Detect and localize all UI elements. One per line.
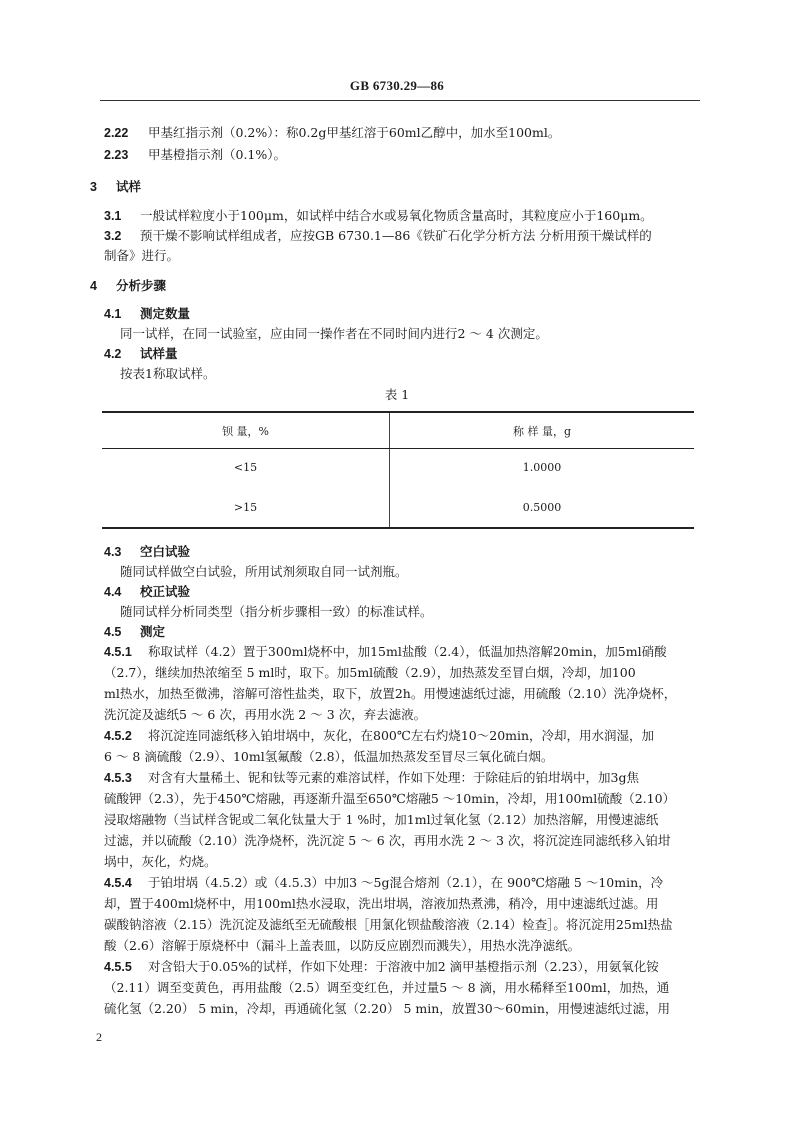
clause-4-5-5-line [104,958,659,976]
clause-title: 试样量 [140,346,178,361]
clause-3-2-cont: 制备》进行。 [104,248,180,263]
clause-number: 3.1 [104,209,122,223]
table-top-rule [102,411,694,413]
clause-4-3-heading [104,543,190,561]
clause-number: 4.5.1 [104,645,132,659]
clause-number: 4.4 [104,585,122,599]
clause-4-5-1-line: 洗沉淀及滤纸5 ～ 6 次，再用水洗 2 ～ 3 次，弃去滤液。 [104,707,427,722]
table-header-mass: 称 样 量，g [512,425,572,438]
clause-4-5-4-line: 却，置于400ml烧杯中，用100ml热水浸取，洗出坩埚，溶液加热煮沸，稍冷，用中速滤纸过滤。用 [104,896,659,911]
clause-4-5-4-line: 酸（2.6）溶解于原烧杯中（漏斗上盖表皿，以防反应剧烈而溅失），用热水洗净滤纸。 [104,938,581,953]
document-header: GB 6730.29—86 [349,78,445,93]
clause-text: 将沉淀连同滤纸移入铂坩埚中，灰化，在800℃左右灼烧10～20min，冷却，用水润湿，加 [148,728,655,743]
clause-text: 预干燥不影响试样组成者，应按GB 6730.1—86《铁矿石化学分析方法 分析用预干燥试样的 [140,228,652,243]
clause-4-5-3-line: 埚中，灰化，灼烧。 [104,854,217,869]
clause-4-5-3-line: 硫酸钾（2.3），先于450℃熔融，再逐渐升温至650℃熔融5 ～10min，冷却，用100ml硫酸（2.10） [104,791,676,806]
clause-3-1 [104,207,653,225]
table-cell: >15 [233,501,258,514]
clause-text: 一般试样粒度小于100μm，如试样中结合水或易氧化物质含量高时，其粒度应小于160μm。 [140,208,653,223]
section-number: 3 [90,180,97,194]
clause-4-4-text: 随同试样分析同类型（指分析步骤相一致）的标准试样。 [120,604,433,619]
clause-4-5-1-line: ml热水，加热至微沸，溶解可溶性盐类，取下，放置2h。用慢速滤纸过滤，用硫酸（2.10）洗净烧杯， [104,686,677,701]
clause-number: 4.5 [104,625,122,639]
clause-text: 甲基橙指示剂（0.1%）。 [148,147,287,162]
clause-4-1-text: 同一试样，在同一试验室，应由同一操作者在不同时间内进行2 ～ 4 次测定。 [120,326,548,341]
clause-4-5-2-line [104,727,654,745]
clause-number: 4.1 [104,307,122,321]
clause-text: 对含铅大于0.05%的试样，作如下处理：于溶液中加2 滴甲基橙指示剂（2.23），用氨氧化铵 [148,959,659,974]
clause-2-22 [104,124,560,142]
clause-4-5-2-line: 6 ～ 8 滴硫酸（2.9）、10ml氢氟酸（2.8），低温加热蒸发至冒尽三氧化硫白烟。 [104,749,554,764]
table-cell: <15 [233,461,258,474]
clause-number: 4.3 [104,545,122,559]
clause-text: 称取试样（4.2）置于300ml烧杯中，加15ml盐酸（2.4），低温加热溶解20min，加5ml硝酸 [148,644,667,659]
section-title: 分析步骤 [116,278,167,293]
clause-4-5-3-line [104,769,639,787]
section-title: 试样 [116,179,142,194]
clause-number: 4.5.5 [104,960,132,974]
clause-title: 校正试验 [140,584,191,599]
section-4-heading [90,277,166,295]
section-number: 4 [90,279,97,293]
clause-4-5-4-line [104,874,663,892]
clause-4-2-text: 按表1称取试样。 [120,366,216,381]
clause-4-5-1-line: （2.7），继续加热浓缩至 5 ml时，取下。加5ml硫酸（2.9），加热蒸发至冒白烟，冷却，加100 [104,665,636,680]
table-cell: 0.5000 [522,501,562,514]
clause-4-5-5-line: （2.11）调至变黄色，再用盐酸（2.5）调至变红色，并过量5 ～ 8 滴，用水稀释至100ml，加热，通 [104,980,670,995]
clause-3-2 [104,227,652,245]
clause-text: 对含有大量稀土、铌和钛等元素的难溶试样，作如下处理：于除硅后的铂坩埚中，加3g焦 [148,770,639,785]
clause-title: 测定数量 [140,306,191,321]
table-cell: 1.0000 [522,461,562,474]
clause-4-3-text: 随同试样做空白试验，所用试剂须取自同一试剂瓶。 [120,564,408,579]
table-bottom-rule [102,527,694,529]
clause-4-5-3-line: 浸取熔融物（当试样含铌或二氧化钛量大于 1 %时，加1ml过氧化氢（2.12）加热溶解，用慢速滤纸 [104,812,659,827]
clause-number: 4.5.3 [104,771,132,785]
clause-4-5-4-line: 碳酸钠溶液（2.15）洗沉淀及滤纸至无硫酸根［用氯化钡盐酸溶液（2.14）检查］。将沉淀用25ml热盐 [104,917,673,932]
table-header-barium: 钡 量，% [222,425,269,438]
clause-number: 4.2 [104,347,122,361]
table-header-rule [102,448,694,449]
clause-4-4-heading [104,583,190,601]
page-number: 2 [96,1030,102,1044]
section-3-heading [90,178,141,196]
clause-4-5-5-line: 硫化氢（2.20） 5 min，冷却，再通硫化氢（2.20） 5 min，放置30～60min，用慢速滤纸过滤，用 [104,1001,670,1016]
clause-number: 2.22 [104,126,129,140]
clause-4-5-heading [104,623,165,641]
table-caption: 表 1 [384,387,410,402]
clause-number: 3.2 [104,229,122,243]
clause-4-2-heading [104,345,178,363]
clause-title: 测定 [140,624,166,639]
clause-4-1-heading [104,305,190,323]
header-rule [100,100,700,101]
clause-4-5-3-line: 过滤，并以硫酸（2.10）洗净烧杯，洗沉淀 5 ～ 6 次，再用水洗 2 ～ 3 次，将沉淀连同滤纸移入铂坩 [104,833,671,848]
clause-number: 2.23 [104,148,129,162]
clause-number: 4.5.2 [104,729,132,743]
clause-number: 4.5.4 [104,876,132,890]
clause-text: 于铂坩埚（4.5.2）或（4.5.3）中加3 ～5g混合熔剂（2.1），在 900℃熔融 5 ～10min，冷 [148,875,664,890]
clause-2-23 [104,146,286,164]
clause-4-5-1-line [104,643,667,661]
clause-text: 甲基红指示剂（0.2%）：称0.2g甲基红溶于60ml乙醇中，加水至100ml。 [148,125,561,140]
clause-title: 空白试验 [140,544,191,559]
